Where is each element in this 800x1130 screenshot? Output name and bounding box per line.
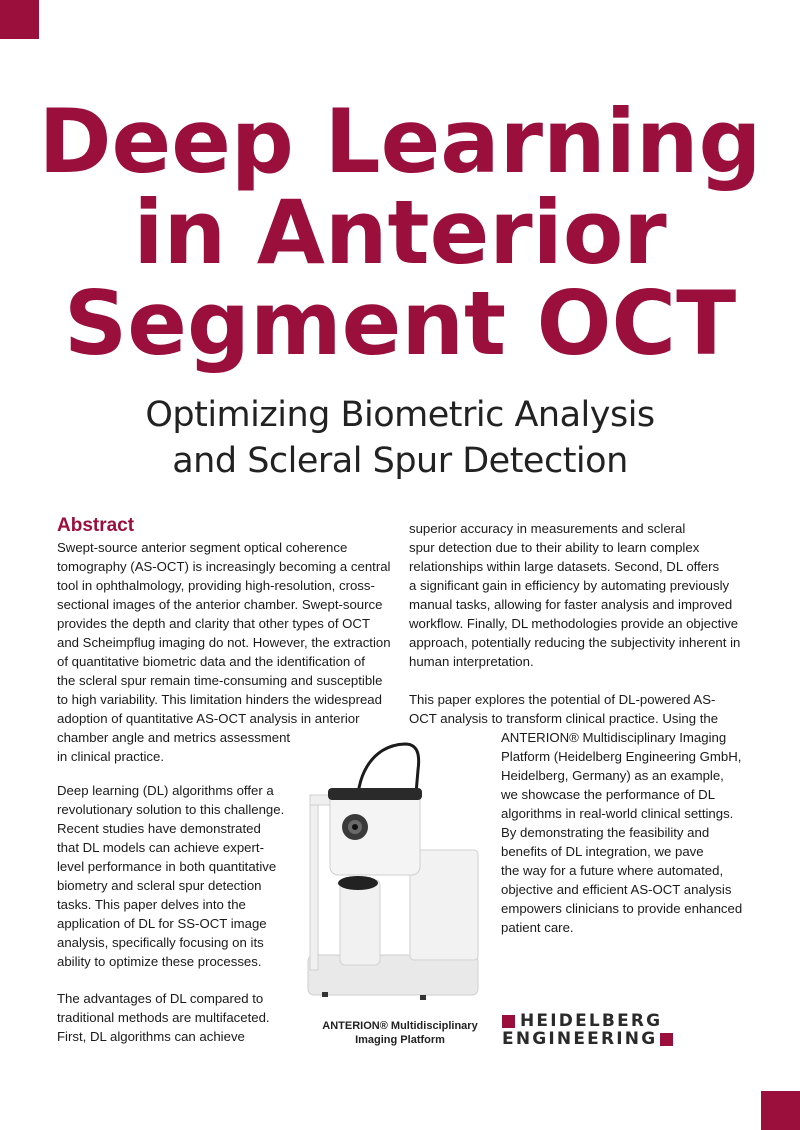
text-line: revolutionary solution to this challenge.	[57, 802, 285, 817]
logo-square-left	[502, 1015, 515, 1028]
abstract-heading: Abstract	[57, 515, 135, 536]
text-line: adoption of quantitative AS-OCT analysis in anterior	[57, 711, 360, 726]
text-line: Platform (Heidelberg Engineering GmbH,	[501, 749, 742, 764]
text-line: analysis, specifically focusing on its	[57, 935, 264, 950]
text-line: By demonstrating the feasibility and	[501, 825, 710, 840]
text-line: provides the depth and clarity that other types of OCT	[57, 616, 371, 631]
text-line: and Scheimpflug imaging do not. However, the extraction	[57, 635, 391, 650]
text-line: Recent studies have demonstrated	[57, 821, 261, 836]
text-line: Deep learning (DL) algorithms offer a	[57, 783, 274, 798]
text-line: objective and efficient AS-OCT analysis	[501, 882, 732, 897]
text-line: ability to optimize these processes.	[57, 954, 262, 969]
text-line: relationships within large datasets. Second, DL offers	[409, 559, 720, 574]
text-line: approach, potentially reducing the subjectivity inherent in	[409, 635, 741, 650]
text-line: empowers clinicians to provide enhanced	[501, 901, 743, 916]
abstract-paragraph-1	[57, 538, 391, 766]
text-line: chamber angle and metrics assessment	[57, 730, 291, 745]
text-line: tomography (AS-OCT) is increasingly becoming a central	[57, 559, 391, 574]
text-line: Heidelberg, Germany) as an example,	[501, 768, 724, 783]
text-line: level performance in both quantitative	[57, 859, 277, 874]
text-line: benefits of DL integration, we pave	[501, 844, 704, 859]
text-line: First, DL algorithms can achieve	[57, 1029, 245, 1044]
corner-accent-top-left	[0, 0, 39, 39]
text-line: The advantages of DL compared to	[57, 991, 264, 1006]
text-line: tool in ophthalmology, providing high-resolution, cross-	[57, 578, 375, 593]
abstract-paragraph-6	[501, 728, 742, 937]
text-line: of quantitative biometric data and the identification of	[57, 654, 365, 669]
caption-line: Imaging Platform	[355, 1034, 445, 1046]
caption-line: ANTERION® Multidisciplinary	[322, 1020, 478, 1032]
text-line: patient care.	[501, 920, 574, 935]
abstract-paragraph-5	[409, 690, 718, 728]
abstract-paragraph-3	[57, 989, 270, 1046]
anterion-device-image	[300, 740, 490, 1010]
text-line: ANTERION® Multidisciplinary Imaging	[501, 730, 727, 745]
page-subtitle	[0, 392, 800, 484]
text-line: the scleral spur remain time-consuming and susceptible	[57, 673, 383, 688]
text-line: spur detection due to their ability to learn complex	[409, 540, 700, 555]
text-line: the way for a future where automated,	[501, 863, 724, 878]
abstract-paragraph-4	[409, 519, 740, 671]
text-line: OCT analysis to transform clinical practice. Using the	[409, 711, 719, 726]
text-line: in clinical practice.	[57, 749, 165, 764]
title-line: Deep Learning	[38, 90, 762, 193]
text-line: sectional images of the anterior chamber. Swept-source	[57, 597, 383, 612]
logo-line1: HEIDELBERG	[520, 1011, 663, 1031]
text-line: a significant gain in efficiency by automating previously	[409, 578, 730, 593]
text-line: traditional methods are multifaceted.	[57, 1010, 270, 1025]
title-line: in Anterior	[133, 181, 667, 284]
subtitle-line: and Scleral Spur Detection	[172, 441, 628, 481]
logo-square-right	[660, 1033, 673, 1046]
logo-line2: ENGINEERING	[502, 1029, 658, 1049]
text-line: Swept-source anterior segment optical coherence	[57, 540, 348, 555]
text-line: to high variability. This limitation hinders the widespread	[57, 692, 382, 707]
text-line: human interpretation.	[409, 654, 534, 669]
text-line: biometry and scleral spur detection	[57, 878, 262, 893]
text-line: we showcase the performance of DL	[501, 787, 716, 802]
logo-row-bottom	[502, 1030, 687, 1048]
device-caption	[310, 1019, 490, 1047]
corner-accent-bottom-right	[761, 1091, 800, 1130]
text-line: manual tasks, allowing for faster analysis and improved	[409, 597, 733, 612]
abstract-paragraph-2	[57, 781, 284, 971]
page-title	[0, 90, 800, 375]
text-line: application of DL for SS-OCT image	[57, 916, 267, 931]
logo-row-top	[502, 1012, 687, 1030]
heidelberg-engineering-logo	[502, 1012, 687, 1048]
text-line: tasks. This paper delves into the	[57, 897, 246, 912]
text-line: workflow. Finally, DL methodologies provide an objective	[409, 616, 739, 631]
text-line: This paper explores the potential of DL-powered AS-	[409, 692, 716, 707]
text-line: algorithms in real-world clinical settings.	[501, 806, 734, 821]
text-line: that DL models can achieve expert-	[57, 840, 264, 855]
title-line: Segment OCT	[63, 272, 737, 375]
text-line: superior accuracy in measurements and scleral	[409, 521, 686, 536]
subtitle-line: Optimizing Biometric Analysis	[145, 395, 655, 435]
